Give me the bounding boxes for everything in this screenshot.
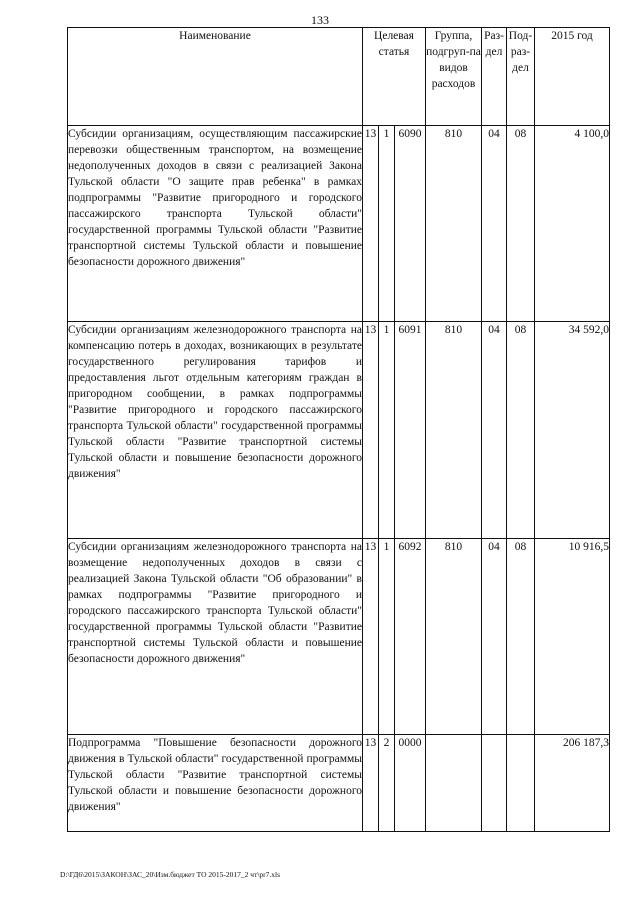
table-row — [68, 539, 610, 735]
header-year: 2015 год — [535, 28, 610, 126]
row-section — [482, 735, 507, 832]
row-subsection: 08 — [507, 539, 535, 735]
row-code-direction: 6092 — [395, 539, 426, 735]
header-expense-group: Группа, подгруп-па видов расходов — [426, 28, 482, 126]
row-name: Субсидии организациям железнодорожного транспорта на компенсацию потерь в доходах, возникающих в результате государственного регулирования тарифов и предоставления льгот отдельным категориям граждан в пригородном сообщении, в рамках подпрограммы "Развитие пригородного и городского пассажирского транспорта Тульской области" государственной программы Тульской области "Развитие транспортной системы Тульской области и повышение безопасности дорожного движения" — [68, 322, 363, 539]
row-amount: 4 100,0 — [535, 126, 610, 322]
row-code-program: 13 — [363, 126, 379, 322]
header-section: Раз-дел — [482, 28, 507, 126]
row-code-subprogram: 1 — [379, 322, 395, 539]
row-code-subprogram: 1 — [379, 126, 395, 322]
row-section: 04 — [482, 322, 507, 539]
table-row — [68, 322, 610, 539]
header-name: Наименование — [68, 28, 363, 126]
table-row — [68, 735, 610, 832]
row-code-program: 13 — [363, 735, 379, 832]
table-row — [68, 126, 610, 322]
row-subsection: 08 — [507, 126, 535, 322]
row-expense-group: 810 — [426, 539, 482, 735]
row-code-program: 13 — [363, 539, 379, 735]
budget-table — [67, 27, 610, 832]
row-name: Подпрограмма "Повышение безопасности дорожного движения в Тульской области" государственной программы Тульской области "Развитие транспортной системы Тульской области и повышение безопасности дорожного движения" — [68, 735, 363, 832]
header-subsection: Под-раз-дел — [507, 28, 535, 126]
row-amount: 34 592,0 — [535, 322, 610, 539]
row-expense-group — [426, 735, 482, 832]
row-subsection: 08 — [507, 322, 535, 539]
row-amount: 206 187,3 — [535, 735, 610, 832]
row-code-program: 13 — [363, 322, 379, 539]
row-amount: 10 916,5 — [535, 539, 610, 735]
row-expense-group: 810 — [426, 126, 482, 322]
row-name: Субсидии организациям, осуществляющим пассажирские перевозки общественным транспортом, на возмещение недополученных доходов в связи с реализацией Закона Тульской области "О защите прав ребенка" в рамках подпрограммы "Развитие пригородного и городского пассажирского транспорта Тульской области" государственной программы Тульской области "Развитие транспортной системы Тульской области и повышение безопасности дорожного движения" — [68, 126, 363, 322]
row-code-direction: 0000 — [395, 735, 426, 832]
row-code-subprogram: 1 — [379, 539, 395, 735]
row-section: 04 — [482, 126, 507, 322]
header-target-article: Целевая статья — [363, 28, 426, 126]
footer-file-path: D:\ГД6\2015\ЗАКОН\ЗАС_20\Изм.бюджет ТО 2015-2017_2 чт\pr7.xls — [60, 870, 281, 879]
row-code-subprogram: 2 — [379, 735, 395, 832]
row-code-direction: 6091 — [395, 322, 426, 539]
header-row — [68, 28, 610, 126]
row-name: Субсидии организациям железнодорожного транспорта на возмещение недополученных доходов в связи с реализацией Закона Тульской области "Об образовании" в рамках подпрограммы "Развитие пригородного и городского пассажирского транспорта Тульской области" государственной программы Тульской области "Развитие транспортной системы Тульской области и повышение безопасности дорожного движения" — [68, 539, 363, 735]
row-section: 04 — [482, 539, 507, 735]
row-expense-group: 810 — [426, 322, 482, 539]
page-number: 133 — [311, 13, 329, 27]
row-subsection — [507, 735, 535, 832]
row-code-direction: 6090 — [395, 126, 426, 322]
